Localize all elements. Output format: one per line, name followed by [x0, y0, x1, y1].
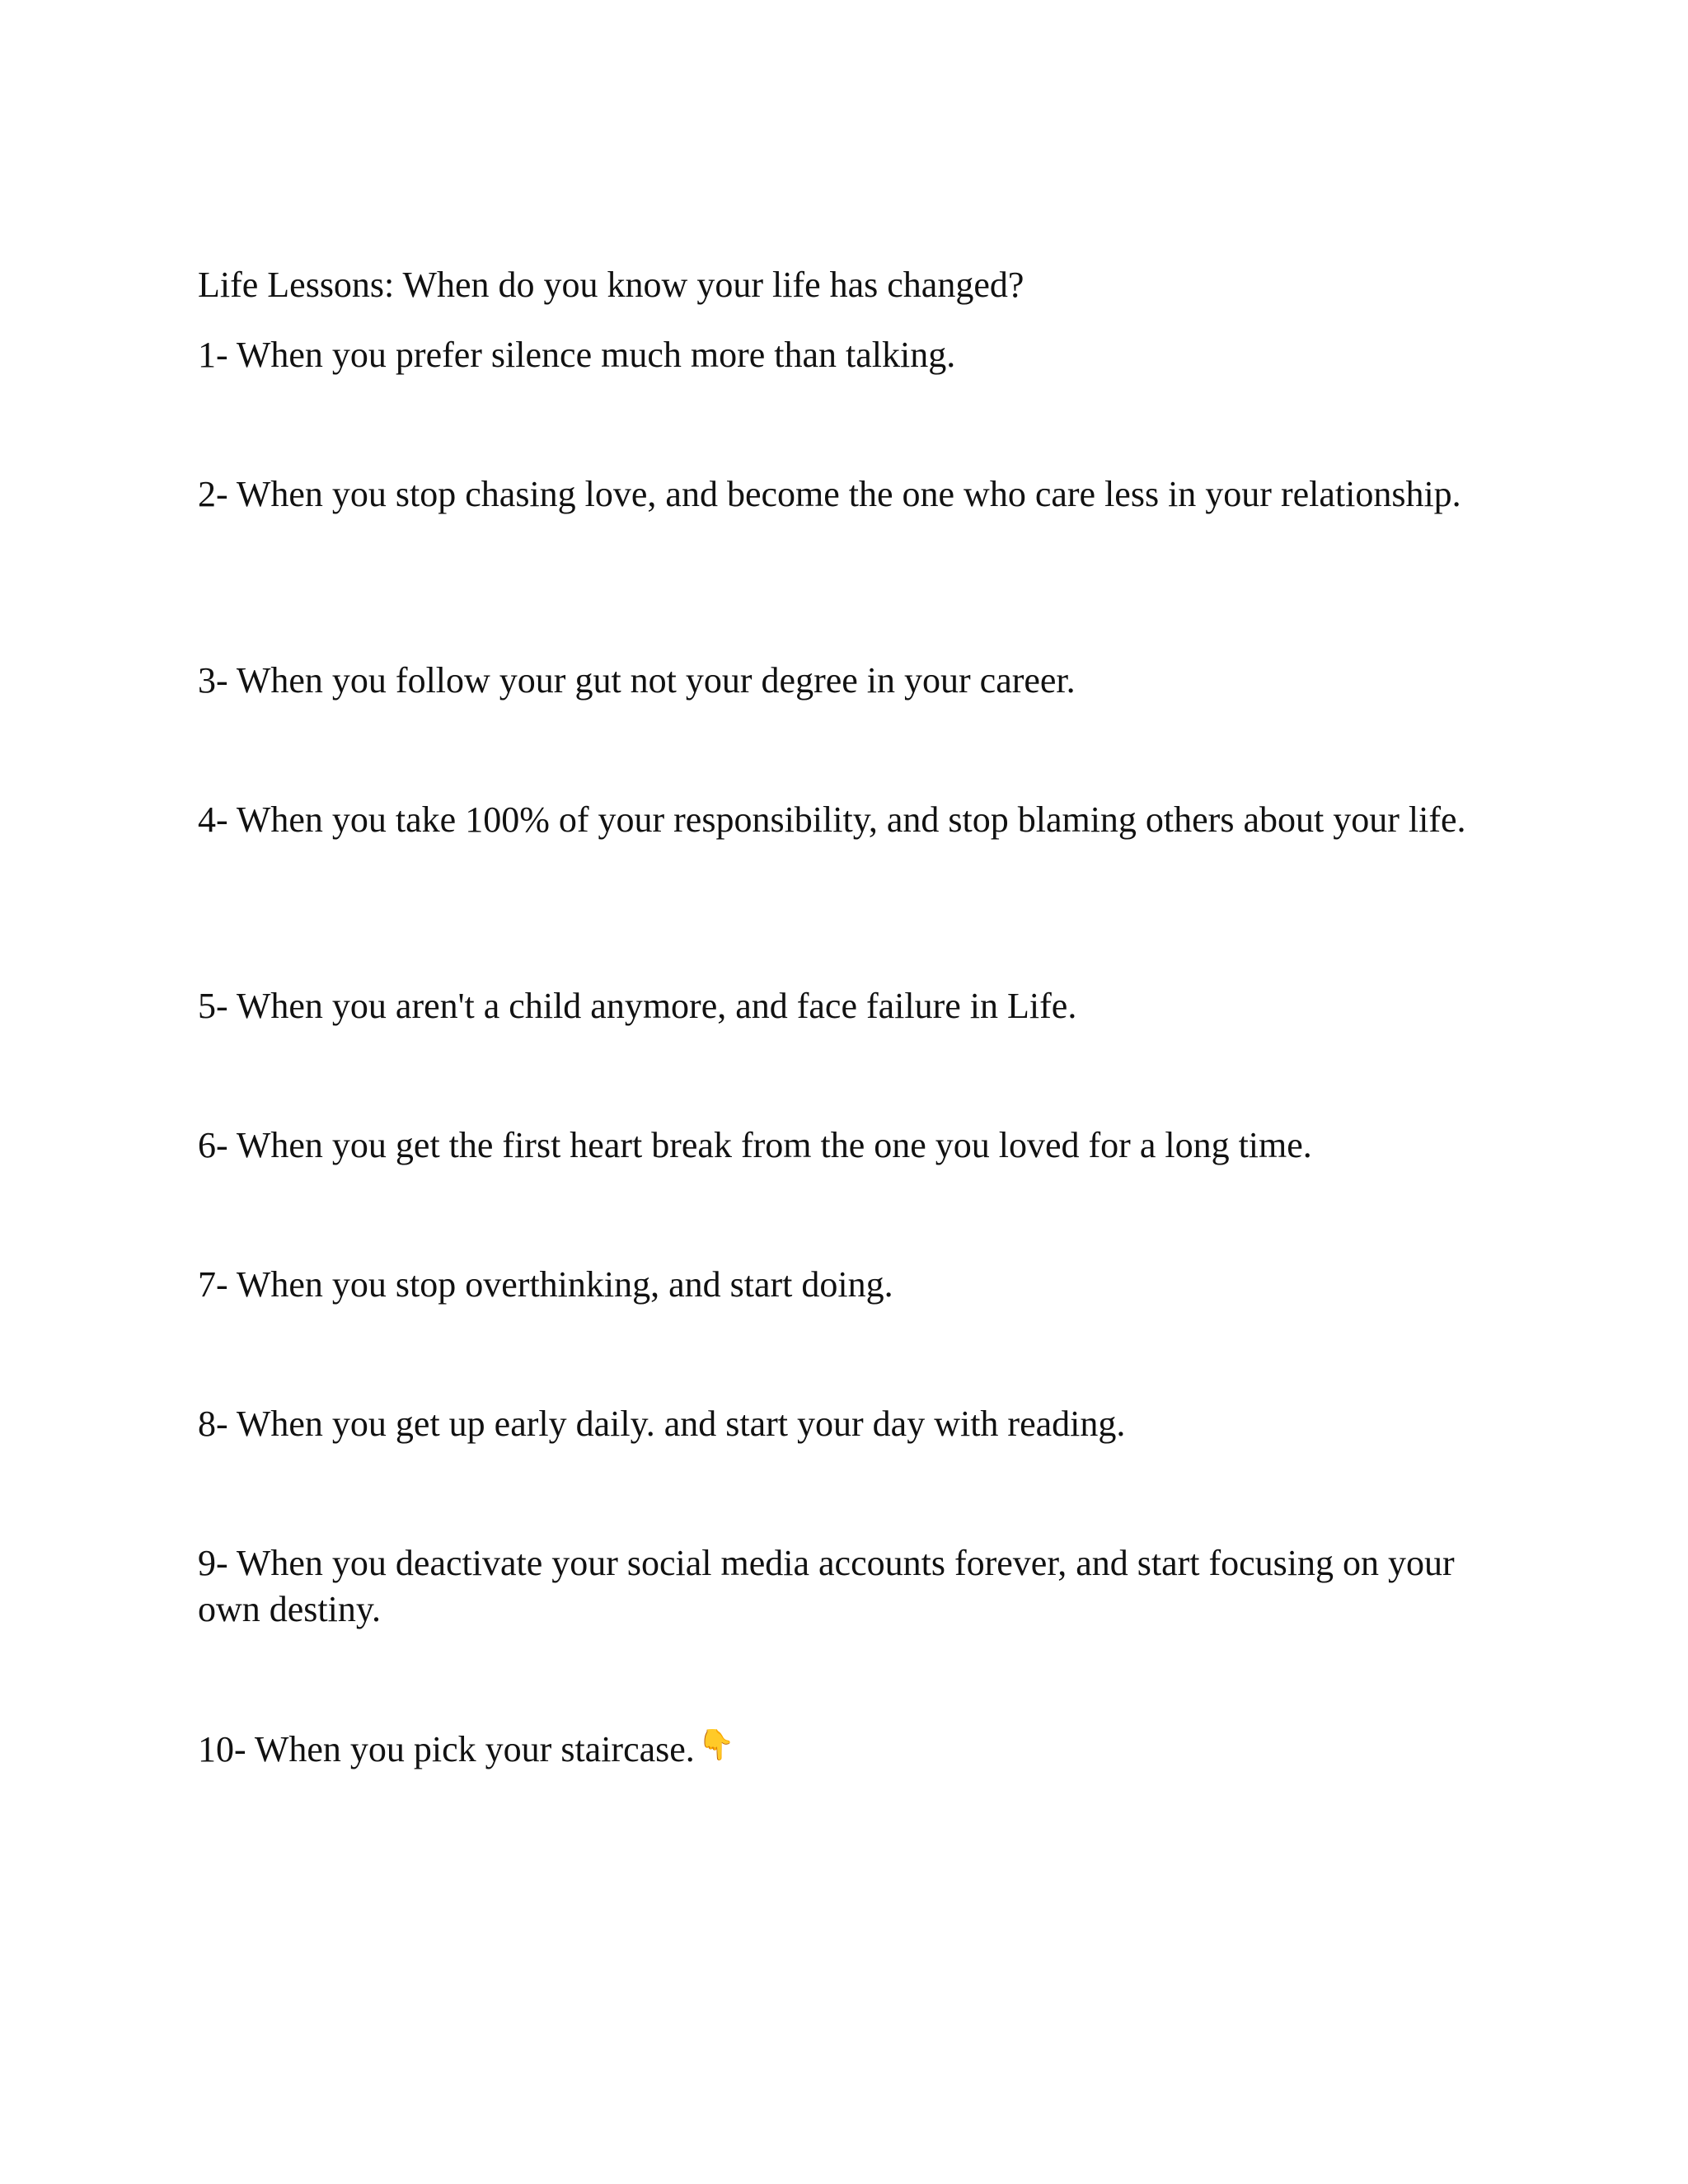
list-item: 4- When you take 100% of your responsibility, and stop blaming others about your life. [198, 799, 1466, 840]
list-item: 8- When you get up early daily. and start your day with reading. [198, 1404, 1126, 1444]
list-item-last [198, 1727, 1492, 1773]
list-item: 7- When you stop overthinking, and start doing. [198, 1264, 893, 1305]
list-item: 5- When you aren't a child anymore, and face failure in Life. [198, 986, 1077, 1026]
list-item: 6- When you get the first heart break from the one you loved for a long time. [198, 1125, 1312, 1165]
list-item: 9- When you deactivate your social media accounts forever, and start focusing on your own destiny. [198, 1543, 1455, 1629]
list-item: 3- When you follow your gut not your degree in your career. [198, 660, 1076, 701]
list-item: 2- When you stop chasing love, and become the one who care less in your relationship. [198, 474, 1461, 514]
list-item: 1- When you prefer silence much more than talking. [198, 335, 956, 375]
hand-pointing-down-icon: 👇 [697, 1728, 735, 1762]
list-item-text: 10- When you pick your staircase. [198, 1729, 695, 1769]
document-title: Life Lessons: When do you know your life has changed? [198, 265, 1025, 305]
